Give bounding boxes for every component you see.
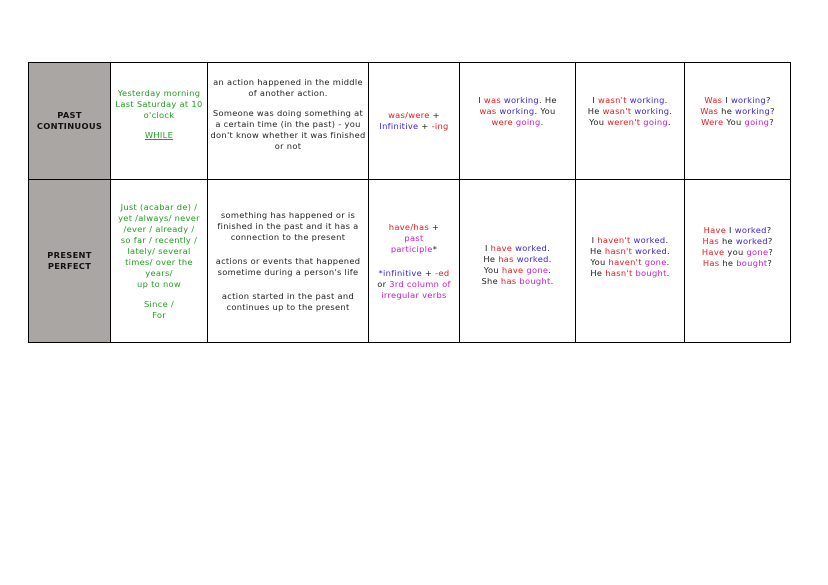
subject: He — [587, 105, 603, 116]
example-sentence — [462, 276, 573, 287]
main-verb: bought — [736, 258, 768, 268]
subject: you — [724, 247, 747, 257]
usage-line: an action happened in the middle — [213, 76, 363, 87]
tense-name: PERFECT — [47, 261, 92, 271]
main-verb: working — [496, 105, 535, 116]
aux-verb: hasn't — [604, 246, 633, 256]
usage-line: continues up to the present — [226, 301, 350, 312]
main-verb: going — [640, 116, 668, 127]
main-verb: working — [631, 105, 670, 116]
example-sentence — [462, 243, 573, 254]
usage-line: a certain time (in the past) - you — [215, 118, 361, 129]
aux-verb: has — [498, 254, 514, 264]
form-plus: + — [418, 121, 432, 131]
main-verb: worked — [513, 254, 549, 264]
signal-word-while: WHILE — [144, 129, 174, 140]
aux-verb: hasn't — [605, 268, 633, 278]
main-verb: bought — [516, 276, 551, 286]
example-sentence — [578, 257, 682, 268]
main-verb: worked — [632, 246, 668, 256]
aux-verb: Have — [703, 225, 727, 235]
aux-verb: wasn't — [602, 105, 632, 116]
usage-cell — [208, 180, 369, 343]
tense-name: PRESENT — [47, 250, 92, 260]
subject: He — [590, 246, 605, 256]
sentence-end: ? — [769, 116, 774, 127]
form-plus: + — [429, 221, 440, 232]
usage-cell — [208, 63, 369, 180]
signal-word: Since / — [143, 298, 175, 309]
tense-name: CONTINUOUS — [36, 121, 103, 131]
subject: I — [592, 94, 598, 105]
main-verb: worked — [630, 235, 666, 245]
example-sentence — [687, 225, 788, 236]
sentence-end: . You — [534, 105, 556, 116]
subject: He — [483, 254, 499, 264]
form-asterisk: * — [432, 243, 438, 254]
main-verb: gone — [641, 257, 667, 267]
sentence-end: ? — [767, 258, 773, 268]
form-cell — [369, 180, 460, 343]
sentence-end: ? — [765, 94, 771, 105]
signal-word: Just (acabar de) / — [120, 201, 198, 212]
tense-cell-present-perfect — [29, 180, 111, 343]
subject: You — [589, 116, 608, 127]
aux-verb: weren't — [607, 116, 641, 127]
form-irregular: irregular verbs — [381, 289, 447, 300]
sentence-end: . — [664, 94, 668, 105]
aux-verb: Has — [702, 236, 720, 246]
sentence-end: . — [665, 235, 669, 245]
sentence-end: . — [666, 257, 670, 267]
signal-word: For — [152, 309, 166, 320]
form-aux: have/has — [388, 221, 429, 232]
aux-verb: have — [490, 243, 513, 253]
example-sentence — [687, 106, 788, 117]
sentence-end: . He — [538, 94, 557, 105]
aux-verb: wasn't — [598, 94, 627, 105]
example-sentence — [687, 258, 788, 269]
main-verb: going — [744, 116, 770, 127]
main-verb: worked — [512, 243, 548, 253]
usage-line: sometime during a person's life — [217, 266, 359, 277]
example-sentence — [687, 236, 788, 247]
sentence-end: ? — [768, 247, 774, 257]
question-cell — [685, 63, 791, 180]
form-irregular: 3rd column of — [389, 278, 451, 289]
main-verb: working — [626, 94, 665, 105]
aux-verb: haven't — [597, 235, 631, 245]
aux-verb: Were — [701, 116, 724, 127]
main-verb: worked — [735, 236, 768, 246]
aux-verb: Have — [701, 247, 725, 257]
example-sentence — [578, 106, 682, 117]
signal-word: yet /always/ never — [118, 212, 200, 223]
signal-word: Last Saturday at 10 — [115, 98, 203, 109]
sentence-end: . — [550, 276, 554, 286]
subject: She — [481, 276, 501, 286]
form-plus: + — [429, 110, 440, 120]
signal-word: /ever / already / — [123, 223, 195, 234]
form-infinitive: Infinitive — [379, 121, 419, 131]
usage-line: action started in the past and — [221, 290, 355, 301]
usage-line: or not — [274, 140, 302, 151]
form-ending: -ing — [431, 121, 449, 131]
sentence-end: . — [540, 116, 544, 127]
example-sentence — [578, 268, 682, 279]
signal-word: years/ — [145, 267, 173, 278]
form-participle: past — [404, 232, 424, 243]
form-participle: participle — [390, 243, 433, 254]
aux-verb: Has — [702, 258, 720, 268]
subject: I — [478, 94, 484, 105]
signal-words-cell — [111, 180, 208, 343]
aux-verb: Was — [700, 105, 719, 116]
aux-verb: have — [501, 265, 524, 275]
main-verb: working — [501, 94, 539, 105]
subject: You — [723, 116, 745, 127]
signal-word: so far / recently / — [120, 234, 198, 245]
form-or: or — [377, 278, 390, 289]
sentence-end: . — [667, 116, 671, 127]
signal-word: o'clock — [143, 109, 175, 120]
example-sentence — [687, 95, 788, 106]
main-verb: bought — [632, 268, 667, 278]
main-verb: gone — [523, 265, 549, 275]
sentence-end: ? — [770, 105, 775, 116]
sentence-end: ? — [766, 225, 772, 235]
main-verb: worked — [734, 225, 767, 235]
sentence-end: . — [547, 243, 551, 253]
example-sentence — [578, 117, 682, 128]
example-sentence — [578, 235, 682, 246]
example-sentence — [462, 106, 573, 117]
example-sentence — [578, 246, 682, 257]
signal-word: times/ over the — [125, 256, 193, 267]
usage-line: of another action. — [248, 87, 328, 98]
example-sentence — [462, 254, 573, 265]
main-verb: going — [512, 116, 541, 127]
signal-word: lately/ several — [127, 245, 191, 256]
affirmative-cell — [460, 63, 576, 180]
question-cell — [685, 180, 791, 343]
sentence-end: ? — [767, 236, 773, 246]
subject: he — [718, 105, 736, 116]
signal-word: up to now — [137, 278, 181, 289]
sentence-end: . — [669, 105, 673, 116]
sentence-end: . — [548, 254, 552, 264]
usage-line: connection to the present — [230, 231, 346, 242]
usage-line: Someone was doing something at — [212, 107, 364, 118]
subject: I — [722, 94, 731, 105]
subject: he — [719, 258, 737, 268]
aux-verb: has — [500, 276, 517, 286]
usage-line: finished in the past and it has a — [217, 220, 359, 231]
form-ending: -ed — [435, 267, 450, 278]
sentence-end: . — [548, 265, 552, 275]
affirmative-cell — [460, 180, 576, 343]
aux-verb: was — [483, 94, 501, 105]
usage-line: something has happened or is — [220, 209, 356, 220]
subject: You — [483, 265, 502, 275]
tense-name: PAST — [57, 110, 82, 120]
aux-verb: haven't — [608, 257, 642, 267]
subject: You — [590, 257, 609, 267]
aux-verb: Was — [704, 94, 723, 105]
main-verb: working — [735, 105, 771, 116]
example-sentence — [462, 95, 573, 106]
aux-verb: was — [479, 105, 497, 116]
example-sentence — [578, 95, 682, 106]
grammar-table — [28, 62, 791, 343]
tense-cell-past-continuous — [29, 63, 111, 180]
signal-words-cell — [111, 63, 208, 180]
usage-line: actions or events that happened — [215, 255, 361, 266]
example-sentence — [462, 117, 573, 128]
negative-cell — [576, 180, 685, 343]
sentence-end: . — [666, 268, 670, 278]
example-sentence — [687, 117, 788, 128]
subject: I — [484, 243, 491, 253]
aux-verb: were — [491, 116, 513, 127]
usage-line: don't know whether it was finished — [210, 129, 366, 140]
subject: He — [590, 268, 606, 278]
form-infinitive: *infinitive — [378, 267, 422, 278]
example-sentence — [462, 265, 573, 276]
form-cell — [369, 63, 460, 180]
form-plus: + — [421, 267, 436, 278]
negative-cell — [576, 63, 685, 180]
subject: I — [726, 225, 735, 235]
form-aux: was/were — [388, 110, 430, 120]
subject: I — [591, 235, 598, 245]
main-verb: gone — [746, 247, 769, 257]
sentence-end: . — [667, 246, 670, 256]
table-row — [29, 180, 791, 343]
subject: he — [719, 236, 736, 246]
example-sentence — [687, 247, 788, 258]
signal-word: Yesterday morning — [117, 87, 201, 98]
table-row — [29, 63, 791, 180]
main-verb: working — [730, 94, 766, 105]
